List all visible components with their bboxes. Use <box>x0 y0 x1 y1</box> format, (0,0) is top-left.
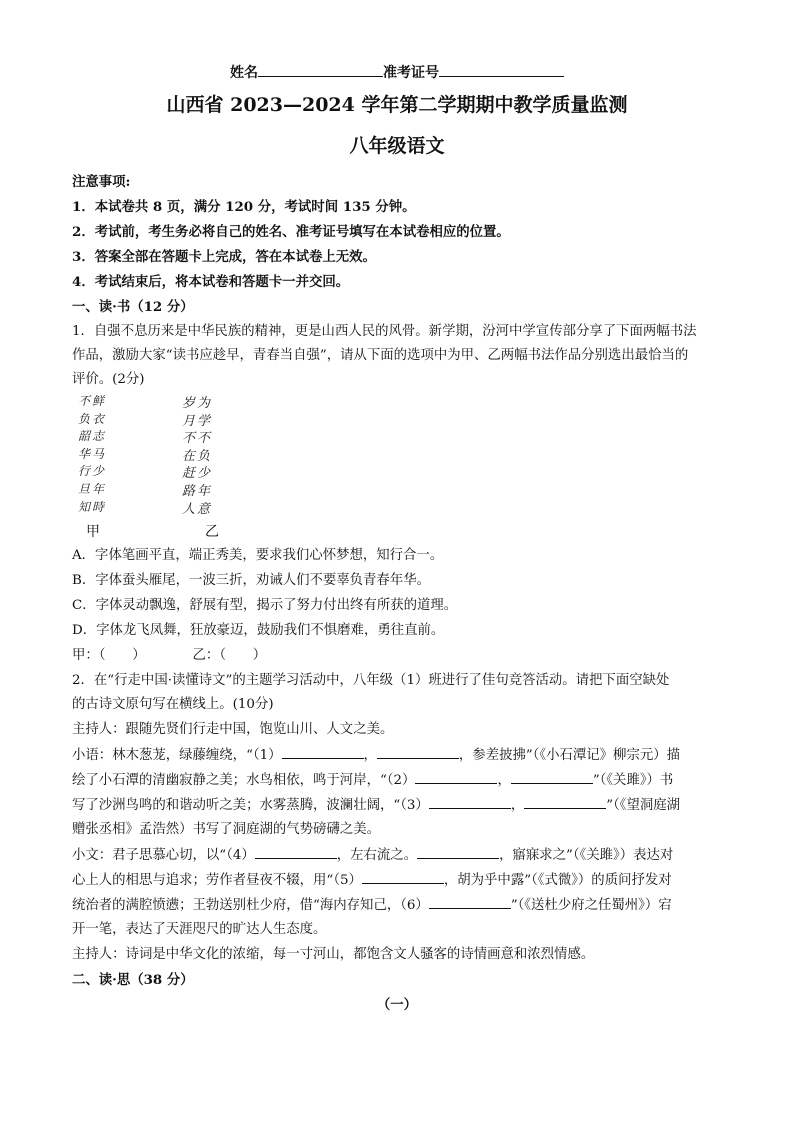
option-c: C．字体灵动飘逸，舒展有型，揭示了努力付出终有所获的道理。 <box>72 598 458 613</box>
name-id-line <box>0 62 794 84</box>
exam-subtitle: 八年级语文 <box>349 135 445 157</box>
jia-label: 甲 <box>86 524 100 540</box>
xiaowen-line: 开一笔，表达了天涯咫尺的旷达人生态度。 <box>72 922 327 937</box>
calligraphy-yi: 岁为 月学 不不 在负 赶少 路年 人意 <box>182 396 213 517</box>
section1-heading: 一、读·书（12 分） <box>72 299 194 315</box>
xiaoyu-line: 赠张丞相》孟浩然）书写了洞庭湖的气势磅礴之美。 <box>72 822 380 837</box>
blank-6 <box>429 894 511 909</box>
host-closing: 主持人：诗词是中华文化的浓缩，每一寸河山，都饱含文人骚客的诗情画意和浓烈情感。 <box>72 947 595 962</box>
note-item: 4．考试结束后，将本试卷和答题卡一并交回。 <box>72 274 350 290</box>
calligraphy-jia: 不鲜 负衣 韶志 华马 行少 旦年 知時 <box>78 394 107 514</box>
xiaoyu-line: 写了沙洲鸟鸣的和谐动听之美；水雾蒸腾，波澜壮阔，“（3） ， ”（《望洞庭湖 <box>72 794 722 817</box>
q1-text: 作品，激励大家“读书应趁早，青春当自强”，请从下面的选项中为甲、乙两幅书法作品分别选出最恰当的 <box>72 348 689 363</box>
q2-text: 的古诗文原句写在横线上。(10分) <box>72 697 274 712</box>
q1-text: 1．自强不息历来是中华民族的精神，更是山西人民的风骨。新学期，汾河中学宣传部分享了下面两幅书法 <box>72 324 697 339</box>
blank-4a <box>255 844 337 859</box>
id-blank <box>439 62 564 77</box>
exam-title: 山西省 2023—2024 学年第二学期期中教学质量监测 <box>166 94 628 116</box>
xiaoyu-line: 绘了小石潭的清幽寂静之美；水鸟相依，鸣于河岸，“（2） ， ”（《关雎》）书 <box>72 769 722 792</box>
option-b: B．字体蚕头雁尾，一波三折，劝诫人们不要辜负青春年华。 <box>72 573 430 588</box>
blank-1a <box>282 744 364 759</box>
blank-1b <box>377 744 459 759</box>
section2-sub: （一） <box>376 997 418 1013</box>
blank-3b <box>524 794 606 809</box>
option-a: A．字体笔画平直，端正秀美，要求我们心怀梦想，知行合一。 <box>72 548 444 563</box>
xiaowen-line: 小文：君子思慕心切，以“（4） ，左右流之。 ，寤寐求之”（《关雎》）表达对 <box>72 844 722 867</box>
id-label: 准考证号 <box>383 65 439 81</box>
q2-text: 2．在“行走中国·读懂诗文”的主题学习活动中，八年级（1）班进行了佳句竞答活动。请把下面空缺处 <box>72 673 670 688</box>
name-blank <box>258 62 383 77</box>
option-d: D．字体龙飞凤舞，狂放豪迈，鼓励我们不惧磨难，勇往直前。 <box>72 623 445 638</box>
xiaoyu-line: 小语：林木葱茏，绿藤缠绕，“（1） ， ，参差披拂”（《小石潭记》柳宗元）描 <box>72 744 722 767</box>
blank-2b <box>511 769 593 784</box>
blank-5 <box>362 869 444 884</box>
blank-3a <box>429 794 511 809</box>
q1-answer-line: 甲：（ ） 乙：（ ） <box>72 648 267 663</box>
blank-4b <box>417 844 499 859</box>
section2-heading: 二、读·思（38 分） <box>72 972 194 988</box>
yi-label: 乙 <box>205 524 219 540</box>
note-item: 2．考试前，考生务必将自己的姓名、准考证号填写在本试卷相应的位置。 <box>72 224 510 240</box>
q1-text: 评价。(2分) <box>72 372 145 387</box>
note-item: 1．本试卷共 8 页，满分 120 分，考试时间 135 分钟。 <box>72 199 416 215</box>
xiaowen-line: 心上人的相思与追求；劳作者昼夜不辍，用“（5） ，胡为乎中露”（《式微》）的质问抒发对 <box>72 869 722 892</box>
xiaowen-line: 统治者的满腔愤懑；王勃送别杜少府，借“海内存知己，（6） ”（《送杜少府之任蜀州》）宕 <box>72 894 722 917</box>
name-label: 姓名 <box>230 65 258 81</box>
notes-heading: 注意事项: <box>72 174 131 190</box>
blank-2a <box>415 769 497 784</box>
note-item: 3．答案全部在答题卡上完成，答在本试卷上无效。 <box>72 249 376 265</box>
host-intro: 主持人：跟随先贤们行走中国，饱览山川、人文之美。 <box>72 722 394 737</box>
